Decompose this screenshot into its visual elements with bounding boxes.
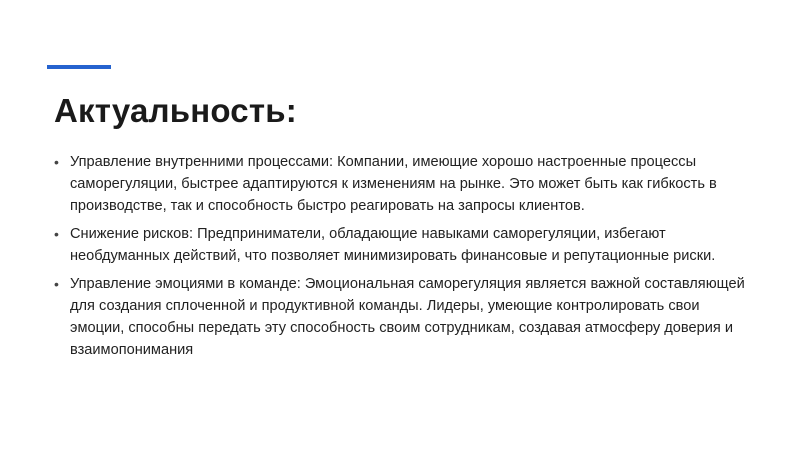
bullet-text-2: Снижение рисков: Предприниматели, обладающие навыками саморегуляции, избегают необдуманных действий, что позволяет минимизировать финансовые и репутационные риски. xyxy=(70,226,716,264)
accent-bar xyxy=(47,65,111,69)
bullet-dot-icon: • xyxy=(54,276,59,292)
bullet-dot-icon: • xyxy=(54,226,59,242)
bullet-item-1 xyxy=(54,151,754,217)
bullet-text-1: Управление внутренними процессами: Компании, имеющие хорошо настроенные процессы саморегуляции, быстрее адаптируются к изменениям на рынке. Это может быть как гибкость в производстве, так и способность быстро реагировать на запросы клиентов. xyxy=(70,154,717,214)
bullet-dot-icon: • xyxy=(54,154,59,170)
slide-title: Актуальность: xyxy=(54,92,297,129)
bullet-item-3 xyxy=(54,273,754,361)
bullet-item-2 xyxy=(54,223,754,267)
bullet-text-3: Управление эмоциями в команде: Эмоциональная саморегуляция является важной составляющей для создания сплоченной и продуктивной команды. Лидеры, умеющие контролировать свои эмоции, способны передать эту способность своим сотрудникам, создавая атмосферу доверия и взаимопонимания xyxy=(70,276,745,358)
bullet-list xyxy=(54,151,754,367)
